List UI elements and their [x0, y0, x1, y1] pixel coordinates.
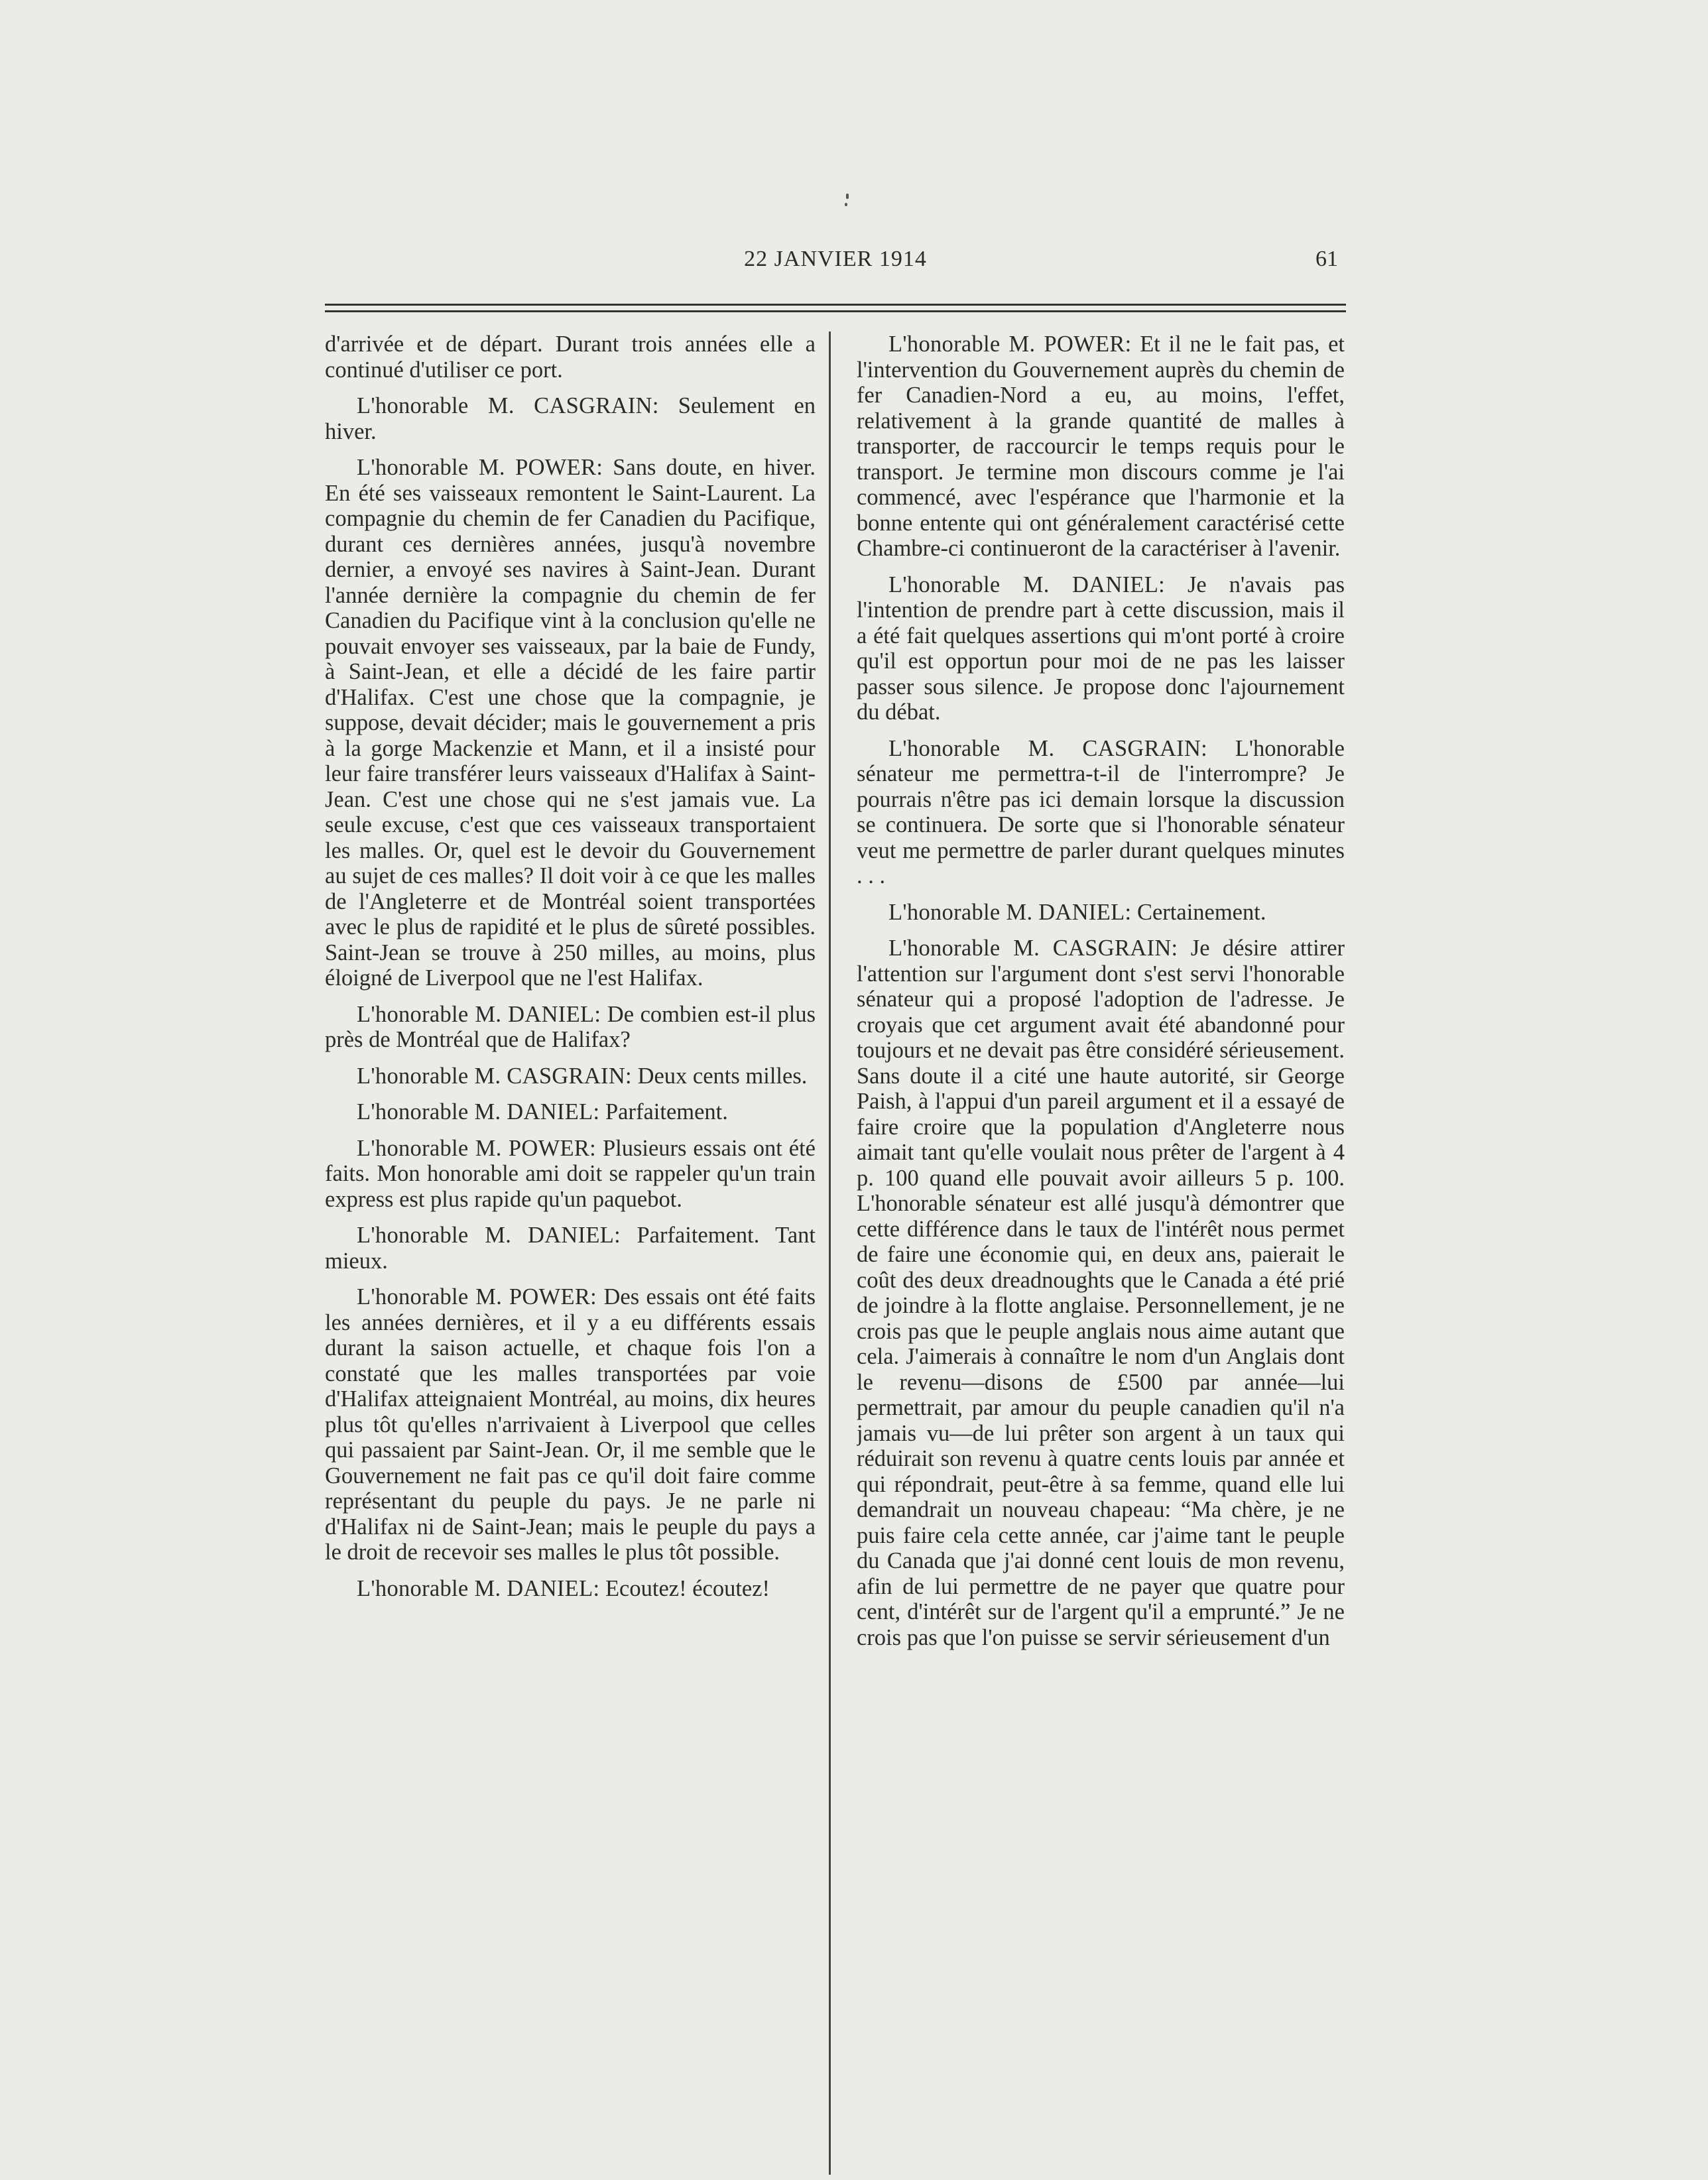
- speech-text: L'honorable sénateur me permettra-t-il de l'interrompre? Je pourrais n'être pas ici demain lorsque la discussion se continuera. De sorte que si l'honorable sénateur veut me permettre de parler durant quelques minutes . . .: [857, 735, 1345, 888]
- speaker-name: L'honorable M. DANIEL:: [357, 1223, 621, 1248]
- page-header: [325, 247, 1346, 280]
- speech-text: Et il ne le fait pas, et l'intervention du Gouvernement auprès du chemin de fer Canadien-Nord a eu, au moins, l'effet, relativement à la grande quantité de malles à transporter, de raccourcir le temps requis pour le transport. Je termine mon discours comme je l'ai commencé, avec l'espérance que l'harmonie et la bonne entente qui ont généralement caractérisé cette Chambre-ci continueront de la caractériser à l'avenir.: [857, 332, 1345, 561]
- speaker-name: L'honorable M. CASGRAIN:: [888, 936, 1178, 961]
- paragraph: [857, 572, 1345, 725]
- speech-text: Je n'avais pas l'intention de prendre part à cette discussion, mais il a été fait quelques assertions qui m'ont porté à croire qu'il est opportun pour moi de ne pas les laisser passer sous silence. Je propose donc l'ajournement du débat.: [857, 572, 1345, 725]
- speaker-name: L'honorable M. CASGRAIN:: [357, 393, 659, 418]
- paragraph: [325, 1099, 816, 1125]
- speaker-name: L'honorable M. POWER:: [357, 455, 603, 480]
- speech-text: Des essais ont été faits les années dernières, et il y a eu différents essais durant la saison actuelle, et chaque fois l'on a constaté que les malles transportées par voie d'Halifax atteignaient Montréal, au moins, dix heures plus tôt qu'elles n'arrivaient à Liverpool que celles qui passaient par Saint-Jean. Or, il me semble que le Gouvernement ne fait pas ce qu'il doit faire comme représentant du peuple du pays. Je ne parle ni d'Halifax ni de Saint-Jean; mais le peuple du pays a le droit de recevoir ses malles le plus tôt possible.: [325, 1284, 816, 1565]
- column-divider: [829, 332, 831, 2175]
- paragraph: [325, 1063, 816, 1089]
- paragraph: [325, 393, 816, 444]
- paragraph: [857, 332, 1345, 562]
- speech-text: Je désire attirer l'attention sur l'argument dont s'est servi l'honorable sénateur qui a proposé l'adoption de l'adresse. Je croyais que cet argument avait été abandonné pour toujours et ne devait pas être considéré sérieusement. Sans doute il a cité une haute autorité, sir George Paish, à l'appui d'un pareil argument et il a essayé de faire croire que la population d'Angleterre nous aimait tant qu'elle voulait nous prêter de l'argent à 4 p. 100 quand elle pouvait avoir ailleurs 5 p. 100. L'honorable sénateur est allé jusqu'à démontrer que cette différence dans le taux de l'intérêt nous permet de faire une économie qui, en deux ans, paierait le coût des deux dreadnoughts que le Canada a été prié de joindre à la flotte anglaise. Personnellement, je ne crois pas que le peuple anglais nous aime autant que cela. J'aimerais à connaître le nom d'un Anglais dont le revenu—disons de £500 par année—lui permettrait, par amour du peuple canadien qu'il n'a jamais vu—de lui prêter son argent à un taux qui réduirait son revenu à quatre cents louis par année et qui répondrait, peut-être à sa femme, quand elle lui demandrait un nouveau chapeau: “Ma chère, je ne puis faire cela cette année, car j'aime tant le peuple du Canada que j'ai donné cent louis de mon revenu, afin de lui permettre de ne payer que quatre pour cent, d'intérêt sur de l'argent qu'il a emprunté.” Je ne crois pas que l'on puisse se servir sérieusement d'un: [857, 936, 1345, 1650]
- speaker-name: L'honorable M. DANIEL:: [357, 1575, 600, 1601]
- speaker-name: L'honorable M. POWER:: [888, 332, 1132, 357]
- speech-text: De combien est-il plus près de Montréal que de Halifax?: [325, 1001, 816, 1052]
- speech-text: Certainement.: [1136, 899, 1266, 925]
- speaker-name: L'honorable M. CASGRAIN:: [888, 735, 1208, 761]
- speech-text: Parfaitement.: [605, 1099, 728, 1124]
- paragraph: [325, 1576, 816, 1602]
- paragraph: [857, 936, 1345, 1650]
- paragraph: [325, 1136, 816, 1213]
- paragraph: [325, 1284, 816, 1565]
- paragraph: [325, 1223, 816, 1274]
- paragraph: [857, 900, 1345, 926]
- scan-speck: [846, 194, 849, 199]
- speaker-name: L'honorable M. CASGRAIN:: [357, 1063, 632, 1089]
- speaker-name: L'honorable M. DANIEL:: [357, 1001, 601, 1027]
- speech-text: Ecoutez! écoutez!: [605, 1575, 770, 1601]
- speech-text: Seulement en hiver.: [325, 393, 816, 444]
- header-date: 22 JANVIER 1914: [744, 247, 927, 271]
- right-column: [857, 332, 1345, 1896]
- speaker-name: L'honorable M. DANIEL:: [357, 1099, 600, 1124]
- left-column: [325, 332, 816, 1896]
- speaker-name: L'honorable M. DANIEL:: [888, 572, 1166, 597]
- header-rule-bottom: [325, 310, 1346, 312]
- speaker-name: L'honorable M. POWER:: [357, 1284, 597, 1309]
- paragraph: [857, 736, 1345, 889]
- speech-text: Plusieurs essais ont été faits. Mon honorable ami doit se rappeler qu'un train express est plus rapide qu'un paquebot.: [325, 1135, 816, 1212]
- speaker-name: L'honorable M. POWER:: [357, 1135, 597, 1161]
- paragraph: d'arrivée et de départ. Durant trois années elle a continué d'utiliser ce port.: [325, 332, 816, 383]
- scan-speck: [845, 203, 847, 206]
- page-number: 61: [1315, 247, 1338, 271]
- speech-text: Deux cents milles.: [637, 1063, 808, 1089]
- speaker-name: L'honorable M. DANIEL:: [888, 899, 1132, 925]
- header-rule-top: [325, 304, 1346, 306]
- paragraph: [325, 1002, 816, 1053]
- speech-text: Parfaitement. Tant mieux.: [325, 1223, 816, 1274]
- paragraph: [325, 455, 816, 991]
- speech-text: Sans doute, en hiver. En été ses vaisseaux remontent le Saint-Laurent. La compagnie du chemin de fer Canadien du Pacifique, durant ces dernières années, jusqu'à novembre dernier, a envoyé ses navires à Saint-Jean. Durant l'année dernière la compagnie du chemin de fer Canadien du Pacifique vint à la conclusion qu'elle ne pouvait envoyer ses vaisseaux, par la baie de Fundy, à Saint-Jean, et elle a décidé de les faire partir d'Halifax. C'est une chose que la compagnie, je suppose, devait décider; mais le gouvernement a pris à la gorge Mackenzie et Mann, et il a insisté pour leur faire transférer leurs vaisseaux d'Halifax à Saint-Jean. C'est une chose qui ne s'est jamais vue. La seule excuse, c'est que ces vaisseaux transportaient les malles. Or, quel est le devoir du Gouvernement au sujet de ces malles? Il doit voir à ce que les malles de l'Angleterre et de Montréal soient transportées avec le plus de rapidité et le plus de sûreté possibles. Saint-Jean se trouve à 250 milles, au moins, plus éloigné de Liverpool que ne l'est Halifax.: [325, 455, 816, 991]
